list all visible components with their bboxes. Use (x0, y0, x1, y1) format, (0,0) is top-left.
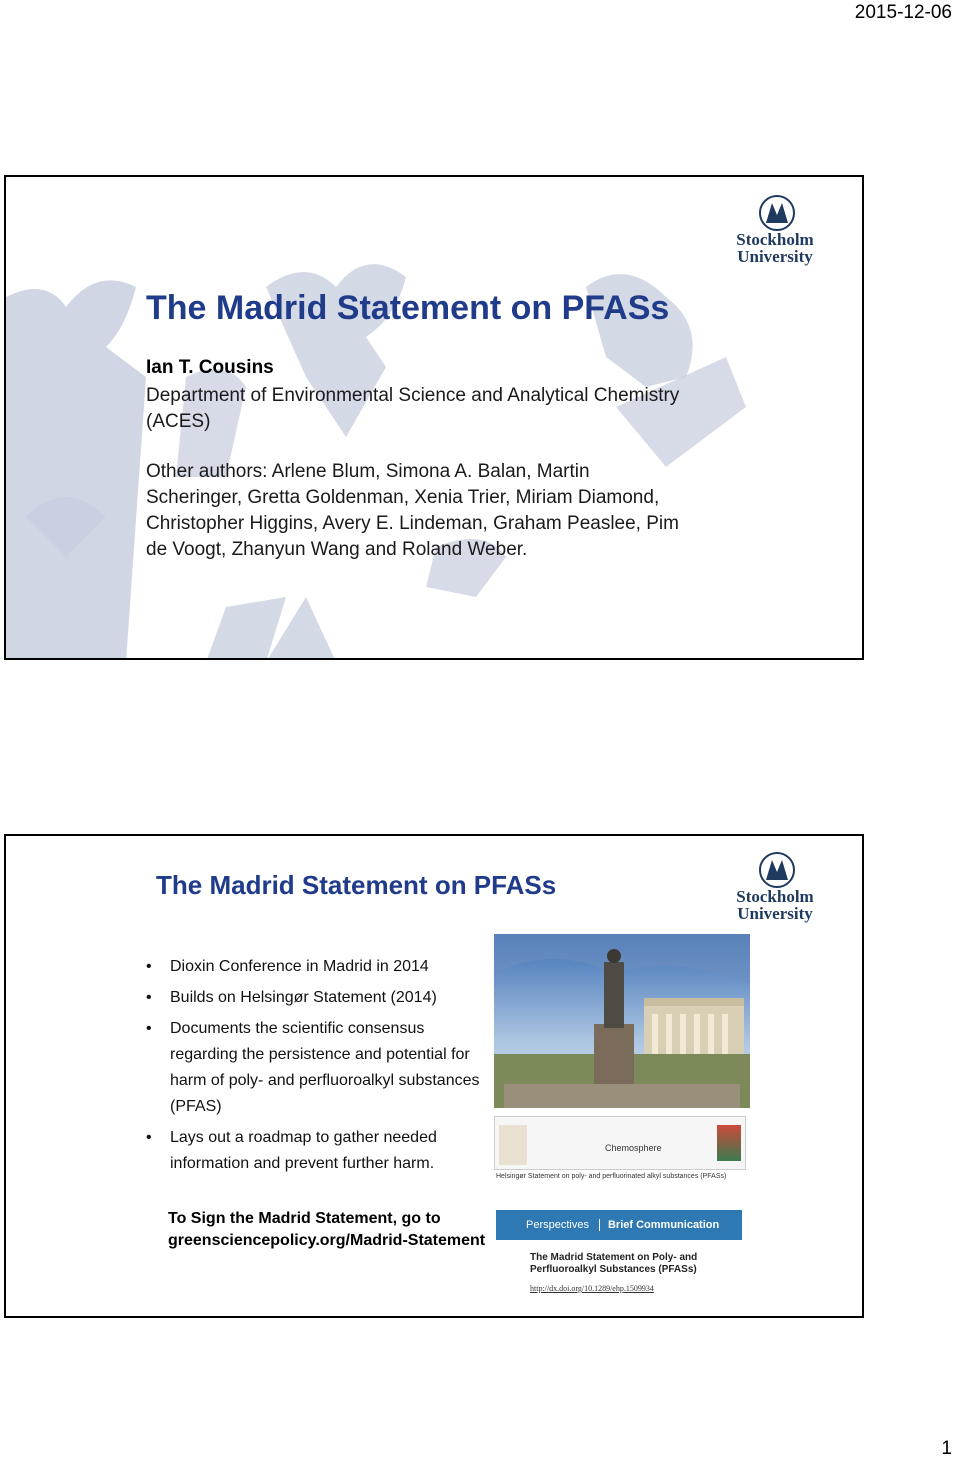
university-seal-icon (748, 852, 806, 888)
department: Department of Environmental Science and Analytical Chemistry (ACES) (146, 385, 680, 432)
stockholm-university-logo (720, 852, 830, 932)
logo-text: Stockholm University (736, 887, 814, 923)
slide-overview (4, 834, 864, 1318)
page-date: 2015-12-06 (854, 2, 952, 23)
journal-name: Chemosphere (605, 1143, 662, 1153)
paper-clipping (494, 1112, 750, 1312)
journal-header (494, 1116, 746, 1170)
bullet-list (142, 954, 486, 1182)
article-title: Helsingør Statement on poly- and perfluorinated alkyl substances (PFASs) (496, 1173, 727, 1180)
perspectives-label: Perspectives (526, 1219, 589, 1231)
page-number: 1 (941, 1438, 952, 1459)
brief-communication-label: Brief Communication (599, 1219, 719, 1231)
slide-title (4, 175, 864, 660)
bullet-item: • Dioxin Conference in Madrid in 2014 (142, 954, 486, 980)
stockholm-university-logo (720, 195, 830, 275)
bullet-item: • Builds on Helsingør Statement (2014) (142, 985, 486, 1011)
madrid-paper-title: The Madrid Statement on Poly- and Perfluoroalkyl Substances (PFASs) (530, 1252, 698, 1275)
logo-text: Stockholm University (736, 230, 814, 266)
university-seal-icon (748, 195, 806, 231)
author-name: Ian T. Cousins (146, 357, 274, 378)
journal-cover-icon (717, 1125, 741, 1161)
perspectives-banner (496, 1210, 742, 1240)
slide-title-heading: The Madrid Statement on PFASs (146, 289, 670, 327)
doi-link[interactable]: http://dx.doi.org/10.1289/ehp.1509934 (530, 1284, 654, 1293)
bullet-item: • Documents the scientific consensus regarding the persistence and potential for harm of poly- and perfluoroalkyl substances (PFAS) (142, 1016, 486, 1120)
elsevier-tree-icon (499, 1125, 527, 1165)
madrid-photo (494, 934, 750, 1108)
bullet-item: • Lays out a roadmap to gather needed information and prevent further harm. (142, 1125, 486, 1177)
museum-photo-icon (494, 934, 750, 1108)
slide-heading: The Madrid Statement on PFASs (156, 870, 557, 900)
other-authors: Other authors: Arlene Blum, Simona A. Balan, Martin Scheringer, Gretta Goldenman, Xenia Trier, Miriam Diamond, Christopher Higgins, Avery E. Lindeman, Graham Peaslee, Pim de Voogt, Zhanyun Wang and Roland Weber. (146, 461, 679, 560)
sign-statement-text: To Sign the Madrid Statement, go to greensciencepolicy.org/Madrid-Statement (168, 1210, 486, 1249)
